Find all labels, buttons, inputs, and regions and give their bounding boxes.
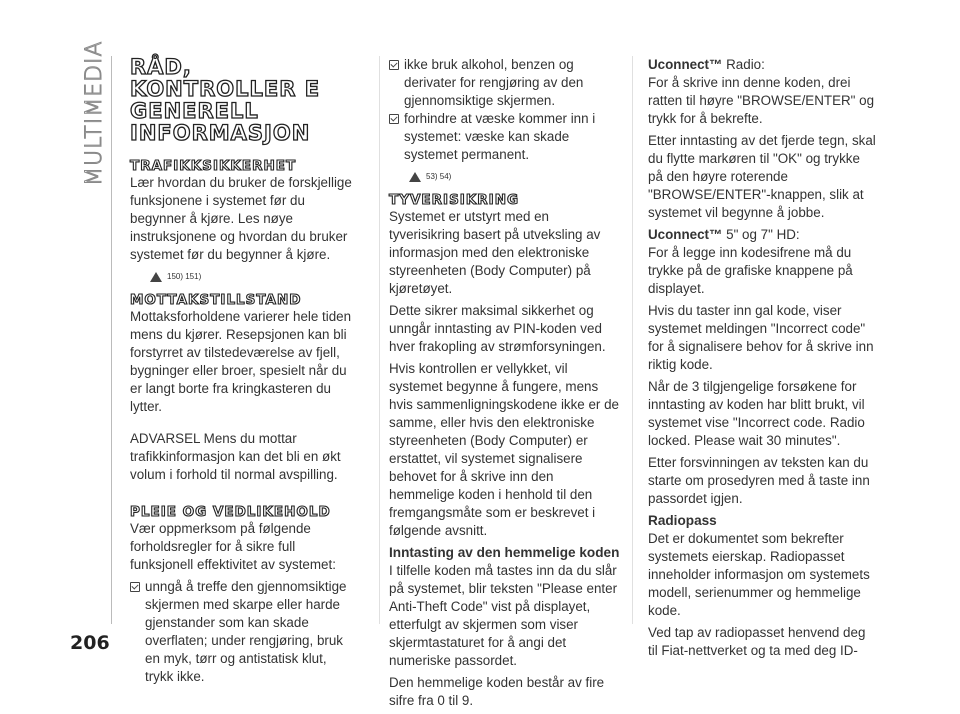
paragraph-secret-code-1: I tilfelle koden må tastes inn da du slår på systemet, blir teksten "Please enter Anti-Theft Code" vist på displayet, etterfulgt av skjermen som viser skjermtastaturet for å angi det numeriske passordet. [389,563,618,668]
paragraph-reception: Mottaksforholdene varierer hele tiden mens du kjører. Resepsjonen kan bli forstyrret av tilstedeværelse av fjell, bygninger eller broer, spesielt når du er langt borte fra kringkasteren du lytter. [130,309,352,414]
column-divider-1 [379,56,380,624]
warning-reference [150,268,358,286]
column-divider-2 [632,56,633,624]
heading-traffic-safety: TRAFIKKSIKKERHET [130,158,297,174]
heading-secret-code: Inntasting av den hemmelige koden [389,545,620,560]
column-1 [130,56,358,686]
checkbox-bullet-icon [389,60,399,70]
warning-reference-text: 53) 54) [426,172,452,181]
paragraph-radio-2: Etter inntasting av det fjerde tegn, skal du flytte markøren til "OK" og trykke på den høyre roterende "BROWSE/ENTER"-knappen, slik at systemet vil begynne å jobbe. [648,133,876,220]
checkbox-bullet-icon [389,114,399,124]
page-title: RÅD, KONTROLLER E GENERELL INFORMASJON [130,55,321,145]
heading-radiopass: Radiopass [648,513,717,528]
heading-anti-theft: TYVERISIKRING [389,192,520,208]
heading-care: PLEIE OG VEDLIKEHOLD [130,504,331,520]
paragraph-radiopass-1: Det er dokumentet som bekrefter systemets eierskap. Radiopasset inneholder informasjon om systemets modell, serienummer og hemmelige kode. [648,531,870,618]
column-3 [648,56,876,664]
checkbox-bullet-icon [130,582,140,592]
list-item-text: forhindre at væske kommer inn i systemet: væske kan skade systemet permanent. [404,111,596,162]
subsection-hd [648,226,876,244]
paragraph-secret-code-2: Den hemmelige koden består av fire sifre fra 0 til 9. [389,675,605,708]
subsection-hd-title: Uconnect™ [648,227,723,242]
warning-reference [409,168,621,186]
paragraph-care: Vær oppmerksom på følgende forholdsregler for å sikre full funksjonell effektivitet av systemet: [130,521,336,572]
paragraph-radio-1: For å skrive inn denne koden, drei ratten til høyre "BROWSE/ENTER" og trykk for å bekrefte. [648,75,875,126]
paragraph-hd-2: Hvis du taster inn gal kode, viser systemet meldingen "Incorrect code" for å signalisere behov for å skrive inn riktig kode. [648,303,874,372]
subsection-radio-title: Uconnect™ [648,57,723,72]
heading-reception: MOTTAKSTILLSTAND [130,292,302,308]
subsection-hd-suffix: 5" og 7" HD: [722,227,800,242]
warning-triangle-icon [409,172,421,182]
paragraph-warning: ADVARSEL Mens du mottar trafikkinformasjon kan det bli en økt volum i forhold til normal avspilling. [130,431,341,482]
paragraph-hd-3: Når de 3 tilgjengelige forsøkene for inntasting av koden har blitt brukt, vil systemet vise "Incorrect code. Radio locked. Please wait 30 minutes". [648,379,865,448]
page-number: 206 [70,632,110,654]
paragraph-hd-1: For å legge inn kodesifrene må du trykke på de grafiske knappene på displayet. [648,245,853,296]
warning-reference-text: 150) 151) [167,272,202,281]
section-sidebar-label: MULTIMEDIA [82,40,107,186]
column-2 [389,56,621,714]
list-item-text: unngå å treffe den gjennomsiktige skjermen med skarpe eller harde gjenstander som kan skade overflaten; under rengjøring, bruk en myk, tørr og antistatisk klut, trykk ikke. [145,579,347,684]
paragraph-anti-theft-2: Dette sikrer maksimal sikkerhet og unngår inntasting av PIN-koden ved hver frakopling av strømforsyningen. [389,303,606,354]
paragraph-traffic-safety: Lær hvordan du bruker de forskjellige funksjonene i systemet før du begynner å kjøre. Les nøye instruksjonene og hvordan du bruker systemet før du begynner å kjøre. [130,175,352,262]
subsection-radio-suffix: Radio: [722,57,765,72]
list-item [389,56,621,110]
subsection-radio [648,56,876,74]
warning-triangle-icon [150,272,162,282]
paragraph-radiopass-2: Ved tap av radiopasset henvend deg til Fiat-nettverket og ta med deg ID- [648,625,866,658]
list-item [130,578,358,686]
list-item [389,110,621,164]
list-item-text: ikke bruk alkohol, benzen og derivater for rengjøring av den gjennomsiktige skjermen. [404,57,584,108]
paragraph-hd-4: Etter forsvinningen av teksten kan du starte om prosedyren med å taste inn passordet igjen. [648,455,870,506]
sidebar-divider [111,56,112,624]
paragraph-anti-theft-3: Hvis kontrollen er vellykket, vil systemet begynne å fungere, mens hvis sammenligningskodene ikke er de samme, eller hvis den elektroniske styreenheten (Body Computer) er erstattet, vil systemet signalisere behovet for å skrive inn den hemmelige koden i henhold til den fremgangsmåte som er beskrevet i følgende avsnitt. [389,361,619,538]
paragraph-anti-theft-1: Systemet er utstyrt med en tyverisikring basert på utveksling av informasjon med den elektroniske styreenheten (Body Computer) på kjøretøyet. [389,209,601,296]
